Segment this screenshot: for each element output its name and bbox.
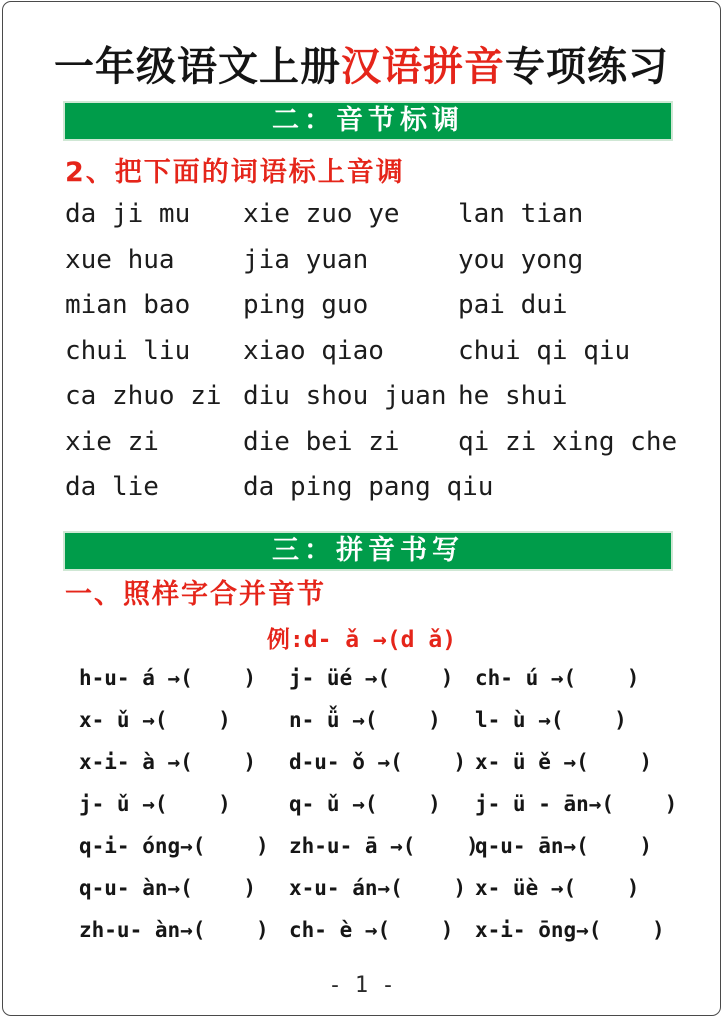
exercise-cell: x-u- án→( ) [289,876,467,900]
word-cell: diu shou juan [243,381,447,411]
exercise-cell: n- ǚ →( ) [289,708,441,732]
word-cell: da ji mu [65,199,191,229]
word-cell: xue hua [65,244,175,275]
word-cell: xie zi [65,426,159,457]
word-cell: jia yuan [243,244,369,275]
section-banner-tone: 二：音节标调 [63,101,673,141]
exercise-cell: zh-u- ā →( ) [289,834,479,858]
word-cell: ping guo [243,290,369,320]
word-cell: lan tian [458,199,584,229]
exercise-cell: q- ǔ →( ) [289,792,441,816]
exercise-cell: j- ü - ān→( ) [475,792,678,816]
word-cell: mian bao [65,290,191,320]
exercise-cell: d-u- ǒ →( ) [289,750,467,774]
page-title [3,35,720,92]
exercise-cell: x- ü ě →( ) [475,750,653,774]
exercise-cell: x-i- à →( ) [79,750,257,774]
exercise-cell: x- üè →( ) [475,876,640,900]
exercise-cell: ch- è →( ) [289,918,454,942]
word-cell: ca zhuo zi [65,381,222,411]
exercise-cell: x- ǔ →( ) [79,708,231,732]
exercise-cell: q-i- óng→( ) [79,834,269,858]
exercise-cell: h-u- á →( ) [79,666,257,690]
word-cell: he shui [458,381,568,411]
word-cell [458,465,677,511]
section-heading-tone: 2、把下面的词语标上音调 [65,157,405,188]
word-cell: da ping pang qiu [243,472,494,502]
section-banner-writing: 三：拼音书写 [63,531,673,571]
title-black-right: 专项练习 [505,44,669,90]
word-cell: xiao qiao [243,335,384,366]
title-red-middle: 汉语拼音 [341,44,505,90]
exercise-cell: j- ǔ →( ) [79,792,231,816]
word-cell: xie zuo ye [243,199,400,229]
word-cell: pai dui [458,290,568,320]
word-cell: chui liu [65,335,191,366]
exercise-cell: x-i- ōng→( ) [475,918,665,942]
exercise-cell: l- ù →( ) [475,708,627,732]
section-heading-writing: 一、照样字合并音节 [65,579,326,610]
example-line: 例:d- ǎ →(d ǎ) [266,627,457,653]
page-number: - 1 - [328,973,395,998]
word-list [65,192,677,511]
syllable-merge-exercises [79,657,677,951]
exercise-cell: q-u- àn→( ) [79,876,257,900]
exercise-cell: ch- ú →( ) [475,666,640,690]
exercise-cell: j- üé →( ) [289,666,454,690]
title-black-left: 一年级语文上册 [54,44,341,90]
word-cell: chui qi qiu [458,335,631,366]
word-cell: da lie [65,472,159,502]
exercise-cell: q-u- ān→( ) [475,834,653,858]
word-cell: die bei zi [243,426,400,457]
word-cell: qi zi xing che [458,426,678,457]
worksheet-page [2,1,721,1016]
exercise-cell: zh-u- àn→( ) [79,918,269,942]
word-cell: you yong [458,244,584,275]
